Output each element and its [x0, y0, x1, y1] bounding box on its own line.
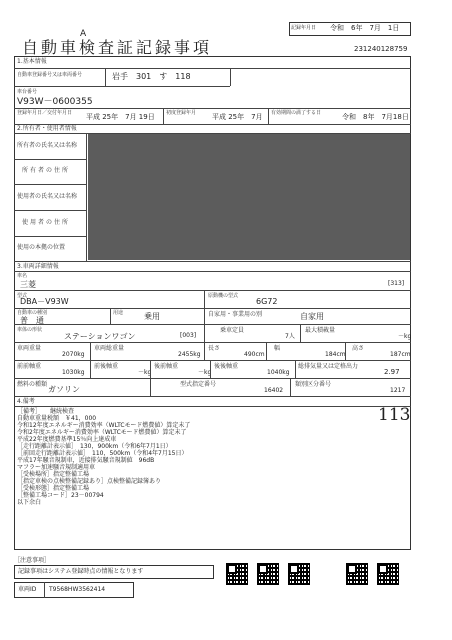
first-reg2-label: 初度登録年月: [166, 110, 197, 116]
remark-line: 令和12年度エネルギー消費効率（WLTCモード燃費値）算定未了: [17, 422, 191, 429]
maker-code: [313]: [388, 280, 405, 287]
rf-label: 後前軸重: [154, 363, 179, 370]
private-label: 自家用・事業用の別: [208, 311, 263, 318]
expiry-label: 有効期間の満了する日: [271, 110, 322, 116]
height-value: 187cm: [390, 351, 411, 358]
remark-line: 以下余白: [17, 499, 42, 506]
expiry-value: 令和 8年 7月18日: [342, 113, 409, 121]
shape-code: [003]: [180, 332, 197, 339]
length-value: 490cm: [244, 351, 265, 358]
capacity-label: 乗車定員: [220, 327, 245, 334]
chassis-label: 車台番号: [17, 89, 38, 95]
maker-label: 車名: [17, 273, 28, 279]
fuel-label: 燃料の種類: [17, 381, 48, 388]
type-no-value: 16402: [264, 387, 284, 394]
maxload-value: －kg: [398, 333, 412, 340]
ff-label: 前前軸重: [17, 363, 42, 370]
remark-line: マフラー加速騒音規制適用車: [17, 464, 96, 471]
class-no-label: 類別区分番号: [295, 381, 332, 388]
rf-value: －kg: [198, 369, 212, 376]
user-name-label: 使用者の氏名又は名称: [17, 193, 78, 200]
car-id-label: 車両ID: [18, 586, 37, 593]
owner-name-label: 所有者の氏名又は名称: [17, 142, 78, 149]
disp-label: 総排気量又は定格出力: [298, 363, 359, 370]
reg-label: 自動車登録番号又は車両番号: [17, 72, 83, 78]
height-label: 高さ: [352, 345, 365, 352]
qr-code-icon: [346, 563, 368, 585]
engine-label: 原動機の型式: [208, 293, 239, 299]
shape-value: ステーションワゴン: [64, 332, 136, 341]
maker-value: 三菱: [20, 280, 36, 289]
first-reg-label: 登録年月日／交付年月日: [17, 110, 73, 116]
first-reg2-value: 平成 25年 7月: [212, 113, 263, 121]
use-value: 乗用: [144, 312, 160, 321]
section-owner: 2.所有者・使用者情報: [17, 125, 77, 132]
disp-value: 2.97: [384, 368, 400, 376]
remark-line: ［受検場所］指定整備工場: [17, 471, 90, 478]
notes-text: 記録事項はシステム登録時点の情報となります: [18, 568, 144, 575]
qr-code-icon: [257, 563, 279, 585]
remark-line: ［備考］ 継続検査: [17, 408, 75, 415]
rr-label: 後後軸重: [214, 363, 239, 370]
user-address-label: 使用者の住所: [22, 219, 71, 226]
type-no-label: 型式指定番号: [180, 381, 217, 388]
page-title: 自動車検査証記録事項: [22, 38, 213, 57]
serial-number: 231240128759: [354, 45, 408, 53]
capacity-value: 7人: [285, 333, 295, 340]
section-basic: 1.基本情報: [17, 58, 47, 65]
remark-line: 平成17年騒音規制車，近接排気騒音規制値 96dB: [17, 457, 155, 464]
qr-code-icon: [226, 563, 248, 585]
remark-line: ［前回走行距離計表示値］ 110，500km（令和4年7月15日）: [17, 450, 188, 457]
remark-line: ［指定車検の点検整備記録あり］点検整備記録簿あり: [17, 478, 162, 485]
length-label: 長さ: [208, 345, 221, 352]
ff-value: 1030kg: [62, 369, 85, 376]
first-reg-value: 平成 25年 7月 19日: [86, 113, 155, 121]
width-label: 幅: [274, 345, 281, 352]
use-label: 用途: [113, 310, 124, 316]
gross-label: 車両総重量: [94, 345, 125, 352]
notes-heading: ［注意事項］: [14, 557, 51, 564]
class-no-value: 1217: [390, 387, 406, 394]
kind-label: 自動車の種別: [17, 310, 48, 316]
kind-value: 普 通: [20, 316, 44, 325]
record-date: 令和 6年 7月 1日: [330, 24, 400, 32]
fuel-value: ガソリン: [48, 385, 80, 394]
owner-address-label: 所有者の住所: [22, 167, 71, 174]
remark-line: ［整備工場コード］23－00794: [17, 492, 104, 499]
reg-value: 岩手 301 す 118: [112, 72, 191, 81]
car-id-value: T9568HW3562414: [49, 586, 106, 593]
model-label: 型式: [17, 293, 28, 299]
section-remarks: 4.備考: [17, 398, 35, 405]
qr-code-icon: [288, 563, 310, 585]
chassis-value: V93W－0600355: [17, 97, 93, 107]
remark-line: 平成22年度燃費基準15％向上達成車: [17, 436, 117, 443]
weight-label: 車両重量: [17, 345, 42, 352]
qr-code-icon: [377, 563, 399, 585]
width-value: 184cm: [325, 351, 346, 358]
remark-line: ［受検形態］指定整備工場: [17, 485, 90, 492]
handwritten-number: 113: [378, 405, 411, 425]
fr-label: 前後軸重: [94, 363, 119, 370]
fr-value: －kg: [138, 369, 152, 376]
shape-label: 車体の形状: [17, 327, 43, 333]
header-letter: A: [80, 29, 87, 39]
rr-value: 1040kg: [267, 369, 290, 376]
gross-value: 2455kg: [178, 351, 201, 358]
remark-line: 自動車重量税額 ￥41，000: [17, 415, 97, 422]
record-date-label: 記録年月日: [291, 25, 317, 31]
weight-value: 2070kg: [62, 351, 85, 358]
remark-line: ［走行距離計表示値］ 130，900km（令和6年7月1日）: [17, 443, 172, 450]
model-value: DBA－V93W: [20, 297, 69, 306]
private-value: 自家用: [300, 312, 324, 321]
engine-value: 6G72: [256, 297, 278, 306]
remark-line: 令和2年度エネルギー消費効率（WLTCモード燃費値）算定未了: [17, 429, 187, 436]
maxload-label: 最大積載量: [305, 327, 336, 334]
redacted-owner-info: [88, 134, 410, 260]
section-vehicle: 3.車両詳細情報: [17, 263, 59, 270]
base-location-label: 使用の本拠の位置: [17, 244, 66, 251]
